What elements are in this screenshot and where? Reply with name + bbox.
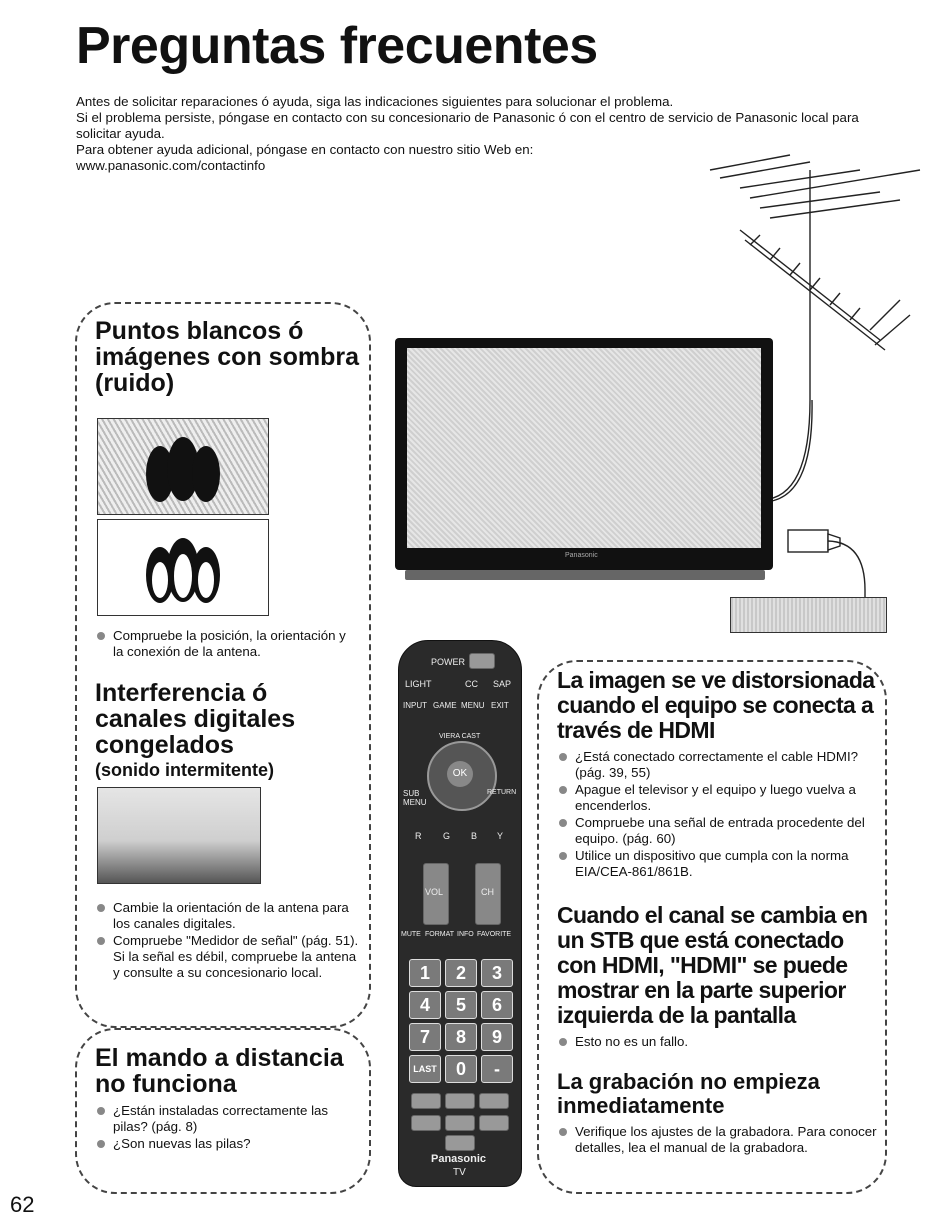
key-2: 2 [445,959,477,987]
remote-illustration [398,640,522,1187]
noise-heading: Puntos blancos ó imágenes con sombra (ruido) [95,317,359,397]
color-g: G [443,831,451,841]
vol-label: VOL [425,887,444,897]
tv-illustration [395,338,773,570]
key-9: 9 [481,1023,513,1051]
pause-button [445,1115,475,1131]
sub-menu-label: SUB MENU [403,789,427,807]
key-4: 4 [409,991,441,1019]
interference-heading: Interferencia ó canales digitales congelados [95,679,296,759]
ok-button: OK [447,761,473,787]
pixelated-image [97,787,261,884]
recording-heading: La grabación no empieza inmediatamente [557,1069,820,1118]
remote-heading: El mando a distancia no funciona [95,1044,344,1098]
stb-bullet-1: Esto no es un fallo. [557,1034,879,1050]
recorder-illustration [730,597,887,633]
exit-label: EXIT [491,701,509,710]
ffwd-button [479,1093,509,1109]
remote-bullet-1: ¿Están instaladas correctamente las pilas? (pág. 8) [95,1103,365,1135]
light-label: LIGHT [405,679,432,689]
remote-brand: Panasonic [431,1153,487,1165]
hdmi-bullet-2: Apague el televisor y el equipo y luego vuelva a encenderlos. [557,782,879,814]
mute-label: MUTE [401,931,421,938]
cc-label: CC [465,679,478,689]
power-button [469,653,495,669]
color-b: B [471,831,478,841]
key-5: 5 [445,991,477,1019]
return-label: RETURN [487,789,517,796]
key-dash: - [481,1055,513,1083]
noise-bullets [95,622,355,661]
intro-line-3: Para obtener ayuda adicional, póngase en contacto con nuestro sitio Web en: [76,142,534,157]
clear-image [97,519,269,616]
penguins-noisy-icon [98,419,268,514]
interference-bullets [95,894,360,982]
noisy-image [97,418,269,515]
noise-bullet-1: Compruebe la posición, la orientación y la conexión de la antena. [95,628,355,660]
info-label: INFO [457,931,474,938]
recording-section [557,1070,879,1157]
sap-label: SAP [493,679,512,689]
color-r: R [415,831,422,841]
intro-url: www.panasonic.com/contactinfo [76,158,266,173]
ch-label: CH [481,887,494,897]
intro-line-1: Antes de solicitar reparaciones ó ayuda, siga las indicaciones siguientes para solucionar el problema. [76,94,674,109]
key-last: LAST [409,1055,441,1083]
format-label: FORMAT [425,931,455,938]
key-1: 1 [409,959,441,987]
viera-cast-label: VIERA CAST [439,733,481,740]
remote-bullet-2: ¿Son nuevas las pilas? [95,1136,365,1152]
noise-section [95,318,365,396]
hdmi-heading: La imagen se ve distorsionada cuando el equipo se conecta a través de HDMI [557,667,875,743]
remote-section [95,1045,365,1153]
color-y: Y [497,831,504,841]
key-0: 0 [445,1055,477,1083]
tv-screen [407,348,761,548]
interference-subheading: (sonido intermitente) [95,760,274,780]
key-8: 8 [445,1023,477,1051]
page-number: 62 [10,1192,35,1217]
page-title: Preguntas frecuentes [76,17,598,75]
hdmi-bullet-4: Utilice un dispositivo que cumpla con la norma EIA/CEA-861/861B. [557,848,879,880]
interference-bullet-1: Cambie la orientación de la antena para los canales digitales. [95,900,360,932]
hdmi-section [557,668,879,881]
key-7: 7 [409,1023,441,1051]
key-3: 3 [481,959,513,987]
hdmi-bullet-1: ¿Está conectado correctamente el cable HDMI? (pág. 39, 55) [557,749,879,781]
tv-stand [405,570,765,580]
intro-line-2: Si el problema persiste, póngase en contacto con su concesionario de Panasonic ó con el centro de servicio de Panasonic local para solicitar ayuda. [76,110,859,141]
stb-section [557,903,879,1051]
power-label: POWER [431,657,466,667]
hdmi-bullet-3: Compruebe una señal de entrada procedente del equipo. (pág. 60) [557,815,879,847]
recording-bullet-1: Verifique los ajustes de la grabadora. Para conocer detalles, lea el manual de la grabadora. [557,1124,879,1156]
menu-label: MENU [461,701,485,710]
favorite-label: FAVORITE [477,931,512,938]
game-label: GAME [433,701,457,710]
key-6: 6 [481,991,513,1019]
penguins-clear-icon [98,520,268,615]
stb-heading: Cuando el canal se cambia en un STB que está conectado con HDMI, "HDMI" se puede mostrar en la parte superior izquierda de la pantalla [557,902,868,1028]
skip-back-button [411,1115,441,1131]
stop-button [445,1135,475,1151]
input-label: INPUT [403,701,427,710]
interference-bullet-2: Compruebe "Medidor de señal" (pág. 51). Si la señal es débil, compruebe la antena y consulte a su concesionario local. [95,933,360,981]
skip-fwd-button [479,1115,509,1131]
tv-brand: Panasonic [565,552,598,559]
remote-model: TV [453,1167,466,1178]
rewind-button [411,1093,441,1109]
hdmi-cable-illustration [770,520,890,660]
interference-section [95,680,365,781]
play-button [445,1093,475,1109]
